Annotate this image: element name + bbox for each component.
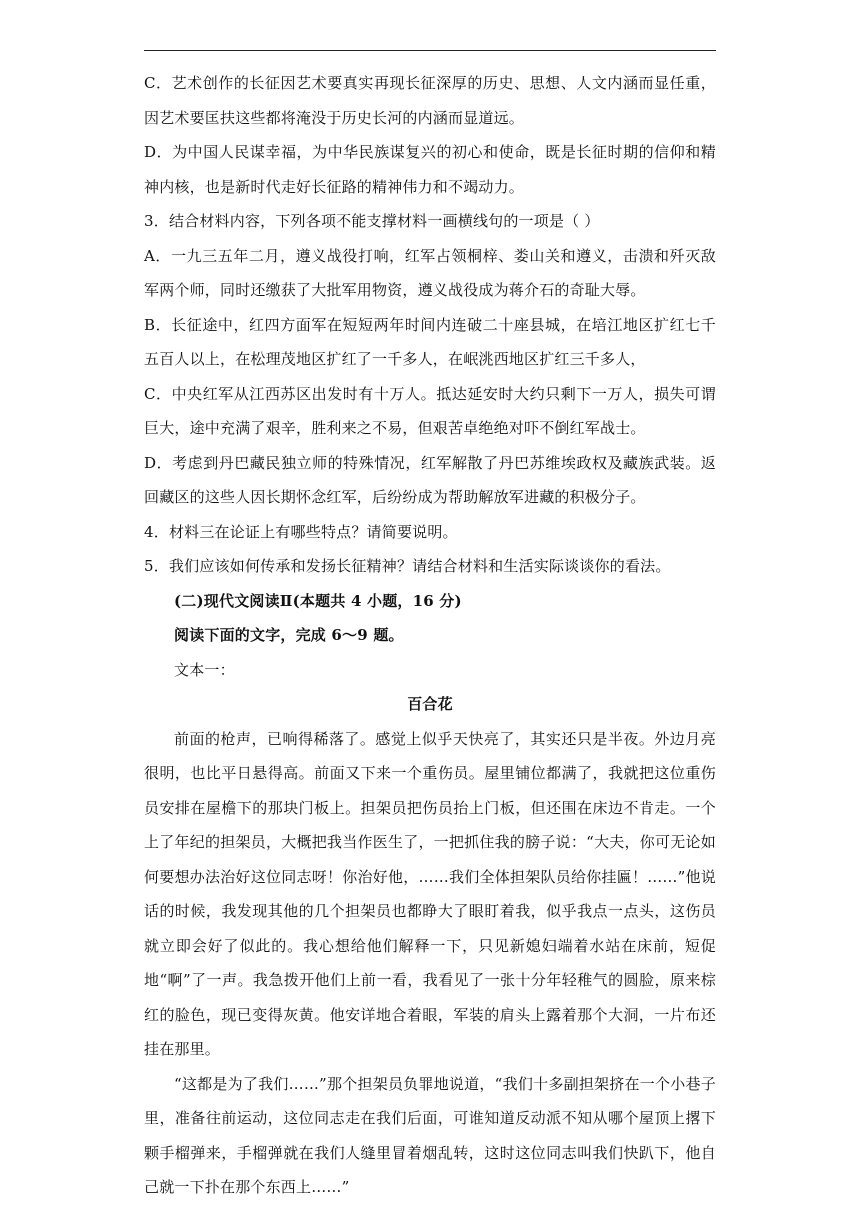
story-paragraph-2: “这都是为了我们……”那个担架员负罪地说道，“我们十多副担架挤在一个小巷子里，准备往前运动，这位同志走在我们后面，可谁知道反动派不知从哪个屋顶上撂下颗手榴弹来，手榴弹就在我们人缝里冒着烟乱转，这时这位同志叫我们快趴下，他自己就一下扑在那个东西上……”	[144, 1074, 716, 1196]
section-instruction: 阅读下面的文字，完成 6～9 题。	[174, 626, 404, 644]
story-title: 百合花	[407, 695, 453, 713]
question-3-option-c: C．中央红军从江西苏区出发时有十万人。抵达延安时大约只剩下一万人，损失可谓巨大，途中充满了艰辛，胜利来之不易，但艰苦卓绝绝对吓不倒红军战士。	[144, 384, 716, 437]
header-rule	[144, 50, 716, 51]
question-3-stem: 3．结合材料内容，下列各项不能支撑材料一画横线句的一项是（ ）	[144, 212, 600, 230]
question-5: 5．我们应该如何传承和发扬长征精神？请结合材料和生活实际谈谈你的看法。	[144, 557, 671, 575]
option-d-prev: D．为中国人民谋幸福，为中华民族谋复兴的初心和使命，既是长征时期的信仰和精神内核，也是新时代走好长征路的精神伟力和不竭动力。	[144, 143, 716, 196]
section-heading: (二)现代文阅读Ⅱ(本题共 4 小题，16 分)	[174, 591, 462, 610]
question-3-option-d: D．考虑到丹巴藏民独立师的特殊情况，红军解散了丹巴苏维埃政权及藏族武装。返回藏区的这些人因长期怀念红军，后纷纷成为帮助解放军进藏的积极分子。	[144, 453, 716, 506]
story-paragraph-1: 前面的枪声，已响得稀落了。感觉上似乎天快亮了，其实还只是半夜。外边月亮很明，也比平日悬得高。前面又下来一个重伤员。屋里铺位都满了，我就把这位重伤员安排在屋檐下的那块门板上。担架员把伤员抬上门板，但还围在床边不肯走。一个上了年纪的担架员，大概把我当作医生了，一把抓住我的膀子说：“大夫，你可无论如何要想办法治好这位同志呀！你治好他，……我们全体担架队员给你挂匾！……”他说话的时候，我发现其他的几个担架员也都睁大了眼盯着我，似乎我点一点头，这伤员就立即会好了似此的。我心想给他们解释一下，只见新媳妇端着水站在床前，短促地“啊”了一声。我急拨开他们上前一看，我看见了一张十分年轻稚气的圆脸，原来棕红的脸色，现已变得灰黄。他安详地合着眼，军装的肩头上露着那个大洞，一片布还挂在那里。	[144, 729, 716, 1058]
text-one-label: 文本一：	[174, 660, 235, 679]
question-3-option-b: B．长征途中，红四方面军在短短两年时间内连破二十座县城，在培江地区扩红七千五百人以上，在松理茂地区扩红了一千多人，在岷洮西地区扩红三千多人，	[144, 315, 716, 368]
question-3-option-a: A．一九三五年二月，遵义战役打响，红军占领桐梓、娄山关和遵义，击溃和歼灭敌军两个师，同时还缴获了大批军用物资，遵义战役成为蒋介石的奇耻大辱。	[144, 246, 716, 299]
document-content	[144, 66, 716, 1205]
option-c-prev: C．艺术创作的长征因艺术要真实再现长征深厚的历史、思想、人文内涵而显任重，因艺术要匡扶这些都将淹没于历史长河的内涵而显道远。	[144, 74, 716, 127]
question-4: 4．材料三在论证上有哪些特点？请简要说明。	[144, 522, 458, 541]
